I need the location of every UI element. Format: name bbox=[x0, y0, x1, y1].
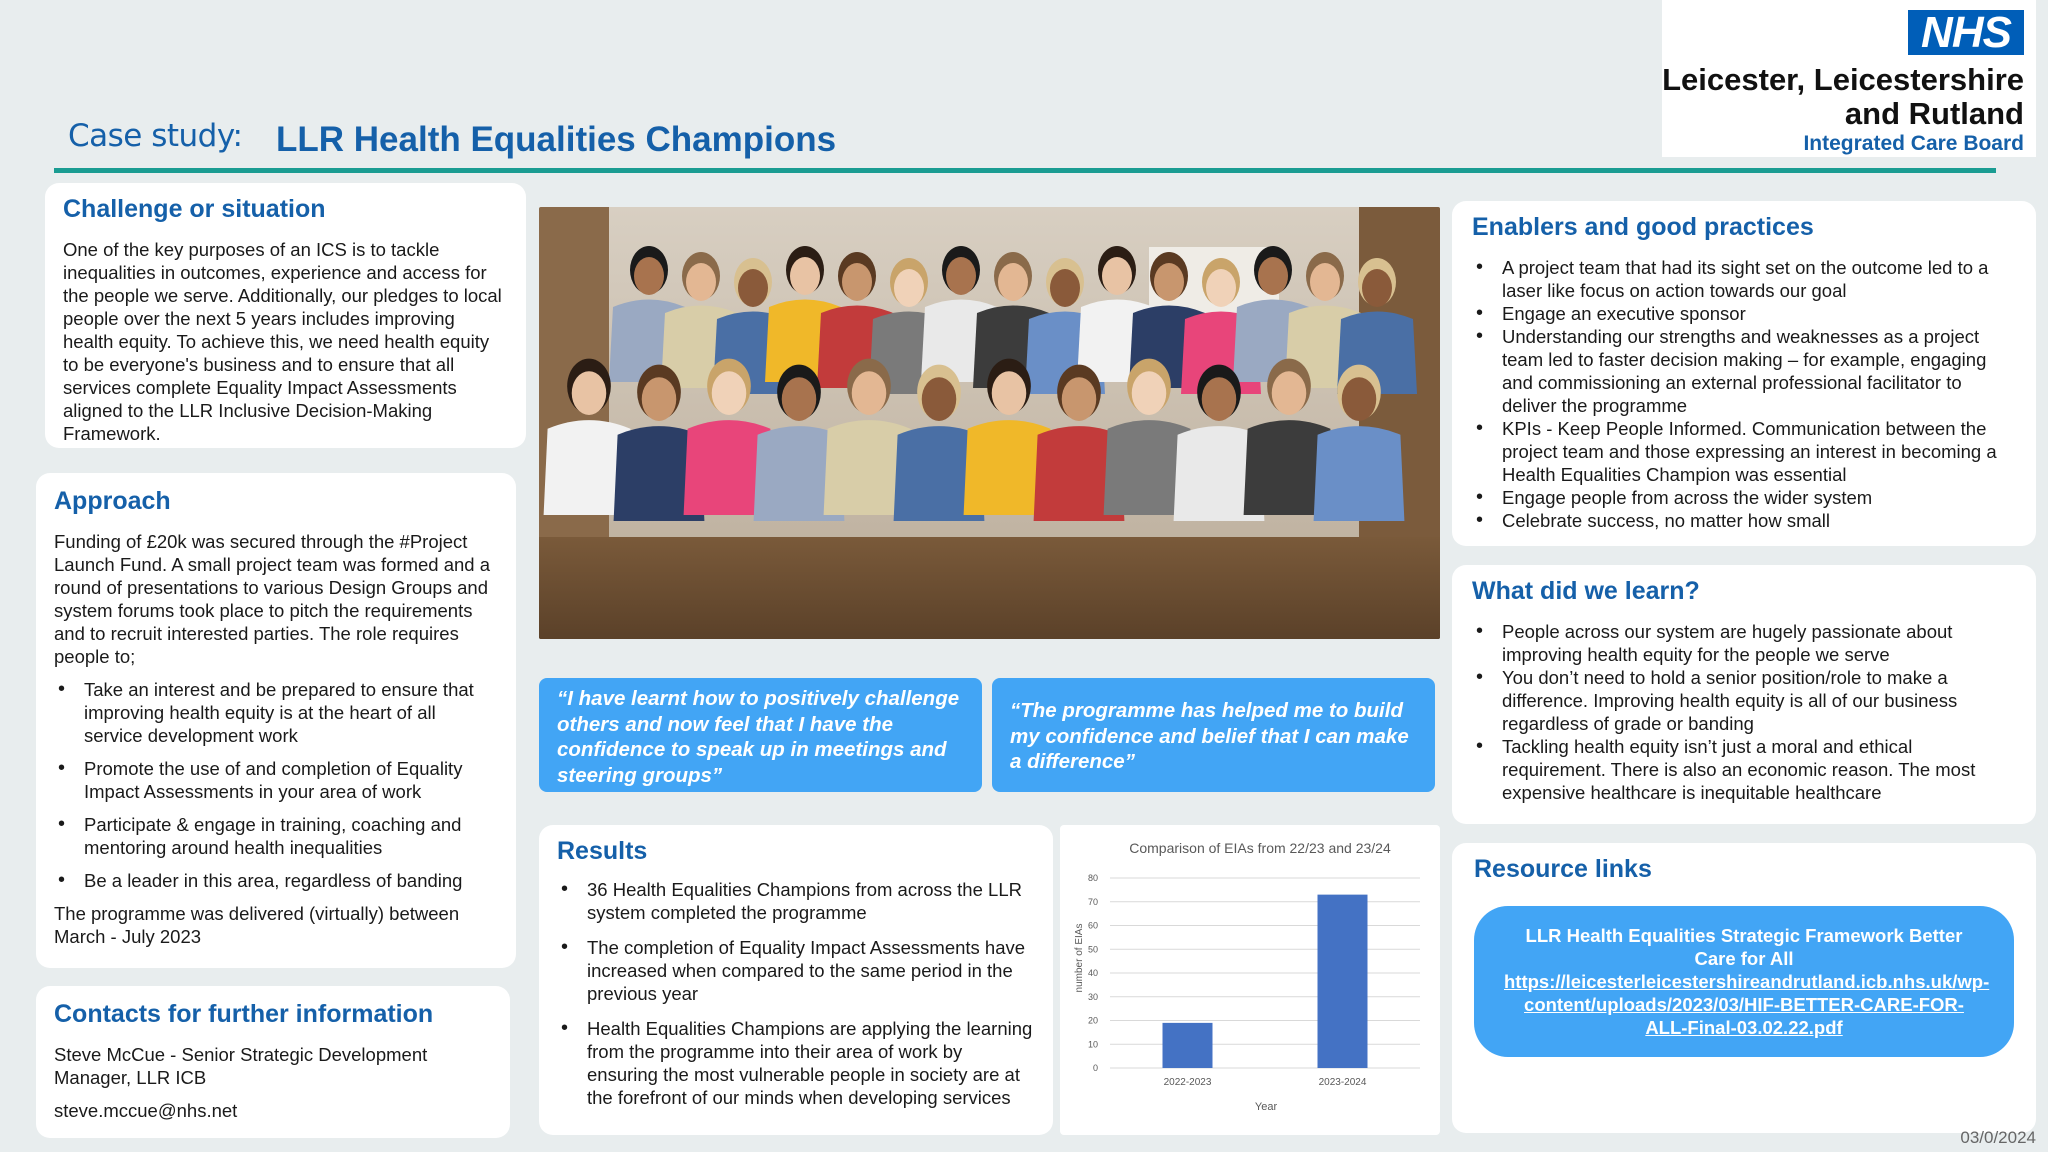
list-item: • 36 Health Equalities Champions from across the LLR system completed the programme bbox=[557, 878, 1035, 924]
eia-bar-chart bbox=[1060, 825, 1440, 1135]
nhs-logo-block bbox=[1662, 0, 2036, 157]
quote-card-1: “I have learnt how to positively challenge others and now feel that I have the confidence to speak up in meetings and steering groups” bbox=[539, 678, 982, 792]
photo-person-head bbox=[686, 263, 716, 301]
photo-person-head bbox=[782, 377, 817, 421]
resources-heading: Resource links bbox=[1474, 855, 1652, 883]
contacts-card bbox=[36, 986, 510, 1138]
chart-y-tick-label: 70 bbox=[1087, 896, 1098, 907]
challenge-heading: Challenge or situation bbox=[63, 195, 326, 223]
contact-email[interactable]: steve.mccue@nhs.net bbox=[54, 1100, 238, 1121]
resource-link[interactable]: https://leicesterleicestershireandrutland.icb.nhs.uk/wp-content/uploads/2023/03/HIF-BETTER-CARE-FOR-ALL-Final-03.02.22.pdf bbox=[1504, 971, 1990, 1038]
chart-bar-2023-2024 bbox=[1318, 895, 1368, 1068]
contacts-heading: Contacts for further information bbox=[54, 1000, 434, 1028]
list-item: • Health Equalities Champions are applying the learning from the programme into their area of work by ensuring the most vulnerable people in society are at the forefront of our minds when developing services bbox=[557, 1017, 1035, 1109]
photo-person-head bbox=[1342, 377, 1377, 421]
header-divider bbox=[54, 168, 1996, 173]
list-item: • Engage an executive sponsor bbox=[1472, 302, 2016, 325]
org-name-line-2: and Rutland bbox=[1844, 96, 2024, 131]
contact-name: Steve McCue - Senior Strategic Development Manager, LLR ICB bbox=[54, 1044, 428, 1088]
resource-link-box bbox=[1474, 906, 2014, 1057]
page-title: LLR Health Equalities Champions bbox=[276, 120, 837, 159]
challenge-card bbox=[45, 183, 526, 448]
photo-person-head bbox=[1310, 263, 1340, 301]
approach-list bbox=[54, 678, 498, 892]
photo-person-body bbox=[1314, 426, 1405, 521]
org-name-line-3: Integrated Care Board bbox=[1803, 132, 2024, 155]
approach-card bbox=[36, 473, 516, 968]
quote-card-2: “The programme has helped me to build my confidence and belief that I can make a difference” bbox=[992, 678, 1435, 792]
photo-person-head bbox=[998, 263, 1028, 301]
photo-person-head bbox=[738, 269, 768, 307]
photo-person-head bbox=[894, 269, 924, 307]
photo-person-head bbox=[1202, 377, 1237, 421]
list-item: • Take an interest and be prepared to ensure that improving health equity is at the heart of all service development work bbox=[54, 678, 498, 747]
list-item: • Participate & engage in training, coaching and mentoring around health inequalities bbox=[54, 813, 498, 859]
photo-person-head bbox=[1050, 269, 1080, 307]
photo-person-head bbox=[946, 257, 976, 295]
challenge-text: One of the key purposes of an ICS is to tackle inequalities in outcomes, experience and access for the people we serve. Additionally, our pledges to local people over the next 5 years includes improving health equity. To achieve this, we need health equity to be everyone's business and to ensure that all services complete Equality Impact Assessments aligned to the LLR Inclusive Decision-Making Framework. bbox=[63, 239, 502, 444]
photo-person-head bbox=[1362, 269, 1392, 307]
chart-title: Comparison of EIAs from 22/23 and 23/24 bbox=[1129, 840, 1391, 856]
photo-person-head bbox=[992, 371, 1027, 415]
learn-list bbox=[1472, 620, 2016, 804]
footer-date: 03/0/2024 bbox=[1960, 1128, 2036, 1147]
chart-y-axis-label: number of EIAs bbox=[1074, 923, 1085, 993]
photo-person-head bbox=[1154, 263, 1184, 301]
nhs-logo-icon: NHS bbox=[1908, 10, 2024, 55]
photo-person-head bbox=[1258, 257, 1288, 295]
chart-y-tick-label: 60 bbox=[1087, 920, 1098, 931]
photo-person-head bbox=[1272, 371, 1307, 415]
chart-y-tick-label: 20 bbox=[1087, 1015, 1098, 1026]
photo-person-head bbox=[852, 371, 887, 415]
learn-card bbox=[1452, 565, 2036, 824]
list-item: • Be a leader in this area, regardless of banding bbox=[54, 869, 498, 892]
list-item: • Tackling health equity isn’t just a moral and ethical requirement. There is also an economic reason. The most expensive healthcare is inequitable healthcare bbox=[1472, 735, 2016, 804]
photo-person-head bbox=[790, 257, 820, 295]
enablers-heading: Enablers and good practices bbox=[1472, 213, 1814, 241]
approach-heading: Approach bbox=[54, 487, 171, 515]
photo-person-head bbox=[922, 377, 957, 421]
chart-y-tick-label: 0 bbox=[1092, 1063, 1098, 1073]
photo-person-head bbox=[1062, 377, 1097, 421]
list-item: • You don’t need to hold a senior position/role to make a difference. Improving health equity is all of our business regardless of grade or banding bbox=[1472, 666, 2016, 735]
chart-y-tick-label: 10 bbox=[1087, 1039, 1098, 1050]
list-item: • Promote the use of and completion of Equality Impact Assessments in your area of work bbox=[54, 757, 498, 803]
resources-card bbox=[1452, 843, 2036, 1133]
case-study-label: Case study: bbox=[68, 118, 243, 154]
photo-person-head bbox=[1206, 269, 1236, 307]
enablers-card bbox=[1452, 201, 2036, 546]
list-item: • Engage people from across the wider system bbox=[1472, 486, 2016, 509]
group-photo bbox=[539, 207, 1440, 639]
photo-person-head bbox=[712, 371, 747, 415]
photo-person-head bbox=[642, 377, 677, 421]
enablers-list bbox=[1472, 256, 2016, 532]
list-item: • People across our system are hugely passionate about improving health equity for the people we serve bbox=[1472, 620, 2016, 666]
chart-bar-2022-2023 bbox=[1163, 1023, 1213, 1068]
photo-person-head bbox=[634, 257, 664, 295]
list-item: • A project team that had its sight set on the outcome led to a laser like focus on action towards our goal bbox=[1472, 256, 2016, 302]
approach-outro: The programme was delivered (virtually) between March - July 2023 bbox=[54, 903, 460, 947]
results-heading: Results bbox=[557, 837, 648, 865]
chart-y-tick-label: 80 bbox=[1087, 873, 1098, 883]
results-list bbox=[557, 878, 1035, 1109]
results-card bbox=[539, 825, 1053, 1135]
chart-x-tick-label: 2023-2024 bbox=[1318, 1077, 1367, 1088]
chart-x-axis-label: Year bbox=[1254, 1101, 1278, 1113]
approach-intro: Funding of £20k was secured through the #Project Launch Fund. A small project team was formed and a round of presentations to various Design Groups and system forums took place to pitch the requirements and to recruit interested parties. The role requires people to; bbox=[54, 531, 491, 667]
chart-y-tick-label: 50 bbox=[1087, 944, 1098, 955]
photo-person-head bbox=[842, 263, 872, 301]
list-item: • Understanding our strengths and weaknesses as a project team led to faster decision making – for example, engaging and commissioning an external professional facilitator to deliver the programme bbox=[1472, 325, 2016, 417]
eia-chart-card bbox=[1060, 825, 1440, 1135]
chart-y-tick-label: 40 bbox=[1087, 968, 1098, 978]
list-item: • Celebrate success, no matter how small bbox=[1472, 509, 2016, 532]
list-item: • The completion of Equality Impact Assessments have increased when compared to the same period in the previous year bbox=[557, 936, 1035, 1005]
learn-heading: What did we learn? bbox=[1472, 577, 1700, 605]
chart-y-tick-label: 30 bbox=[1087, 991, 1098, 1002]
list-item: • KPIs - Keep People Informed. Communication between the project team and those expressing an interest in becoming a Health Equalities Champion was essential bbox=[1472, 417, 2016, 486]
photo-person-head bbox=[1102, 257, 1132, 295]
photo-person-head bbox=[572, 371, 607, 415]
photo-person-head bbox=[1132, 371, 1167, 415]
resource-link-title: LLR Health Equalities Strategic Framework Better Care for All bbox=[1525, 925, 1963, 969]
chart-x-tick-label: 2022-2023 bbox=[1163, 1077, 1212, 1088]
org-name-line-1: Leicester, Leicestershire bbox=[1662, 62, 2024, 97]
